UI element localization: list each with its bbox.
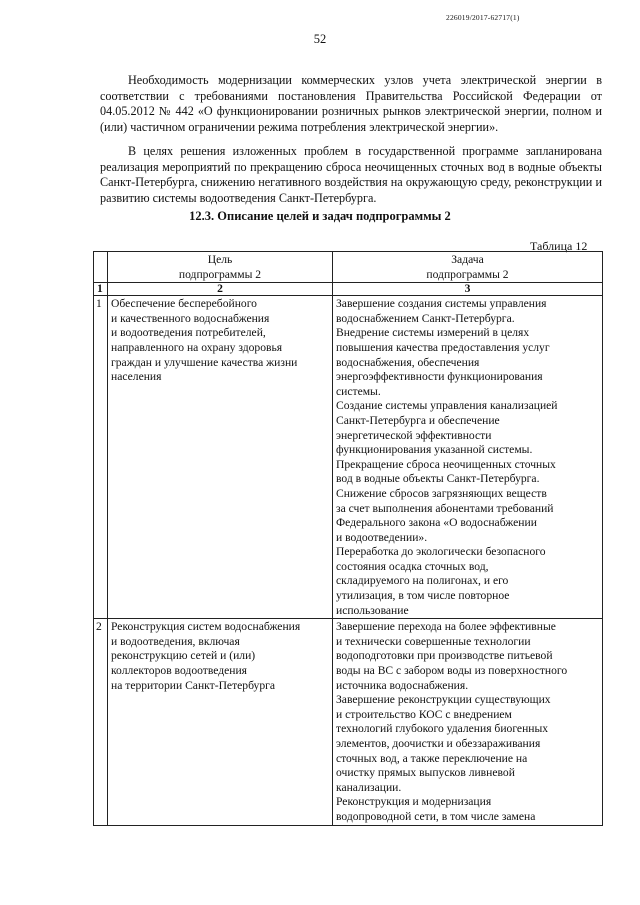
- table-row: [94, 296, 603, 619]
- goal-line: населения: [111, 370, 162, 384]
- task-line: Завершение реконструкции существующих: [336, 693, 551, 707]
- paragraph-2: В целях решения изложенных проблем в государственной программе запланирована реализация мероприятий по прекращению сброса неочищенных сточных вод в водные объекты Санкт-Петербурга, снижению негативного воздействия на окружающую среду, реконструкции и развитию системы водоотведения Санкт-Петербурга.: [100, 144, 602, 205]
- column-number-3: 3: [333, 283, 603, 296]
- task-cell: [333, 619, 603, 825]
- table-header-row: [94, 252, 603, 283]
- column-number-1: 1: [94, 283, 108, 296]
- task-line: водоснабжения, обеспечения: [336, 355, 480, 369]
- table-row: [94, 619, 603, 825]
- goal-line: коллекторов водоотведения: [111, 664, 248, 678]
- task-line: за счет выполнения абонентами требований: [336, 501, 554, 515]
- task-line: системы.: [336, 384, 381, 398]
- header-goal-line2: подпрограммы 2: [178, 267, 262, 281]
- goal-line: Обеспечение бесперебойного: [111, 297, 257, 311]
- task-line: функционирования указанной системы.: [336, 443, 533, 457]
- header-goal-line1: Цель: [207, 253, 233, 266]
- task-line: канализации.: [336, 780, 402, 794]
- task-line: сточных вод, а также переключение на: [336, 751, 528, 765]
- column-number-2: 2: [108, 283, 333, 296]
- goal-cell: [108, 619, 333, 825]
- goal-line: и водоотведения потребителей,: [111, 326, 266, 340]
- goal-line: направленного на охрану здоровья: [111, 340, 283, 354]
- goal-line: на территории Санкт-Петербурга: [111, 678, 276, 692]
- page-number: 52: [313, 32, 327, 46]
- task-line: и водоотведении».: [336, 530, 428, 544]
- goal-line: реконструкцию сетей и (или): [111, 649, 256, 663]
- section-heading: 12.3. Описание целей и задач подпрограммы 2: [189, 209, 451, 223]
- task-line: Снижение сбросов загрязняющих веществ: [336, 486, 547, 500]
- document-number: 226019/2017-62717(1): [446, 13, 520, 22]
- task-line: источника водоснабжения.: [336, 678, 469, 692]
- goal-line: и водоотведения, включая: [111, 634, 240, 648]
- task-line: элементов, доочистки и обеззараживания: [336, 737, 541, 750]
- task-line: повышения качества предоставления услуг: [336, 340, 550, 354]
- goal-line: Реконструкция систем водоснабжения: [111, 620, 301, 634]
- task-line: технологий глубокого удаления биогенных: [336, 722, 549, 736]
- header-goal-cell: [108, 252, 333, 283]
- task-line: складируемого на полигонах, и его: [336, 574, 509, 588]
- task-line: Завершение перехода на более эффективные: [336, 620, 556, 634]
- row-number: 1: [94, 296, 108, 619]
- header-number-cell: [94, 252, 108, 283]
- task-line: водопроводной сети, в том числе замена: [336, 809, 536, 823]
- task-line: Переработка до экологически безопасного: [336, 545, 546, 559]
- table-caption: Таблица 12: [530, 239, 588, 253]
- task-line: Создание системы управления канализацией: [336, 399, 558, 413]
- goal-line: и качественного водоснабжения: [111, 311, 270, 325]
- task-line: состояния осадка сточных вод,: [336, 559, 489, 573]
- task-line: Федерального закона «О водоснабжении: [336, 516, 537, 530]
- task-cell: [333, 296, 603, 619]
- task-line: Прекращение сброса неочищенных сточных: [336, 457, 556, 471]
- task-line: Завершение создания системы управления: [336, 297, 547, 311]
- header-task-line1: Задача: [451, 253, 484, 266]
- task-line: вод в водные объекты Санкт-Петербурга.: [336, 472, 540, 486]
- task-line: энергоэффективности функционирования: [336, 370, 543, 384]
- task-line: и технически совершенные технологии: [336, 634, 531, 648]
- task-line: Внедрение системы измерений в целях: [336, 326, 530, 340]
- paragraph-1: Необходимость модернизации коммерческих узлов учета электрической энергии в соответствии с требованиями постановления Правительства Российской Федерации от 04.05.2012 № 442 «О функционировании розничных рынков электрической энергии, полном и (или) частичном ограничении режима потребления электрической энергии».: [100, 73, 602, 134]
- task-line: и строительство КОС с внедрением: [336, 707, 512, 721]
- goals-tasks-table: [93, 251, 603, 826]
- task-line: утилизация, в том числе повторное: [336, 589, 510, 603]
- task-line: воды на ВС с забором воды из поверхностного: [336, 664, 568, 678]
- task-line: очистку прямых выпусков ливневой: [336, 766, 515, 780]
- column-numbers-row: [94, 283, 603, 296]
- goal-cell: [108, 296, 333, 619]
- header-task-cell: [333, 252, 603, 283]
- task-line: использование: [336, 603, 409, 617]
- task-line: энергетической эффективности: [336, 428, 492, 442]
- task-line: водоподготовки при производстве питьевой: [336, 649, 553, 663]
- task-line: водоснабжением Санкт-Петербурга.: [336, 311, 515, 325]
- task-line: Санкт-Петербурга и обеспечение: [336, 413, 500, 427]
- goal-line: граждан и улучшение качества жизни: [111, 355, 298, 369]
- row-number: 2: [94, 619, 108, 825]
- task-line: Реконструкция и модернизация: [336, 795, 492, 809]
- header-task-line2: подпрограммы 2: [426, 267, 509, 281]
